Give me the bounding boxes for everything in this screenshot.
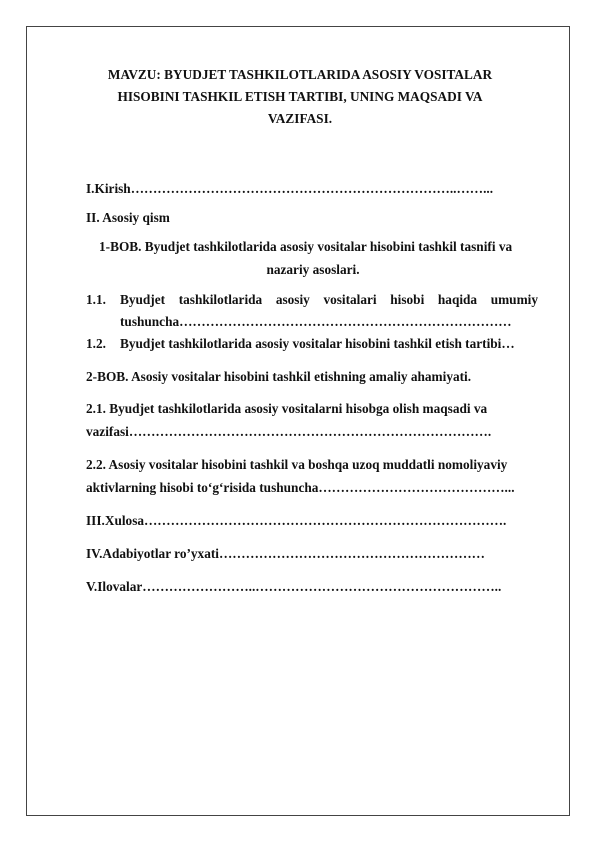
toc-1-2-text: Byudjet tashkilotlarida asosiy vositalar hisobini tashkil etish tartibi… <box>120 336 515 351</box>
toc-asosiy-qism: II. Asosiy qism <box>86 210 170 225</box>
toc-2-2-text-cont: aktivlarning hisobi to‘g‘risida tushuncha……………………………………... <box>86 480 515 495</box>
toc-kirish: I.Kirish………………………………………………………………..……... <box>86 181 494 196</box>
toc-bob1-title: 1-BOB. Byudjet tashkilotlarida asosiy vositalar hisobini tashkil tasnifi va <box>99 239 513 254</box>
toc-2-2-text: 2.2. Asosiy vositalar hisobini tashkil va boshqa uzoq muddatli nomoliyaviy <box>86 457 508 472</box>
toc-1-1-text: Byudjet tashkilotlarida asosiy vositalari hisobi haqida umumiy <box>120 292 538 307</box>
title-line-2: HISOBINI TASHKIL ETISH TARTIBI, UNING MAQSADI VA <box>117 89 483 104</box>
toc-bob1-title-cont: nazariy asoslari. <box>266 262 360 277</box>
toc-2-1-text-cont: vazifasi………………………………………………………………………. <box>86 424 492 439</box>
toc-1-2-number: 1.2. <box>86 336 106 351</box>
toc-adabiyotlar: IV.Adabiyotlar ro’yxati…………………………………………………… <box>86 546 485 561</box>
title-line-3: VAZIFASI. <box>267 111 333 126</box>
toc-xulosa: III.Xulosa………………………………………………………………………. <box>86 513 507 528</box>
toc-1-1-text-cont: tushuncha………………………………………………………………… <box>120 314 512 329</box>
toc-bob2-title: 2-BOB. Asosiy vositalar hisobini tashkil etishning amaliy ahamiyati. <box>86 369 472 384</box>
document-title <box>90 64 510 130</box>
toc-1-1-number: 1.1. <box>86 292 106 307</box>
toc-ilovalar: V.Ilovalar……………………..……………………………………………….. <box>86 579 502 594</box>
page-border <box>26 26 570 816</box>
toc-2-1-text: 2.1. Byudjet tashkilotlarida asosiy vositalarni hisobga olish maqsadi va <box>86 401 488 416</box>
title-line-1: MAVZU: BYUDJET TASHKILOTLARIDA ASOSIY VOSITALAR <box>107 67 493 82</box>
